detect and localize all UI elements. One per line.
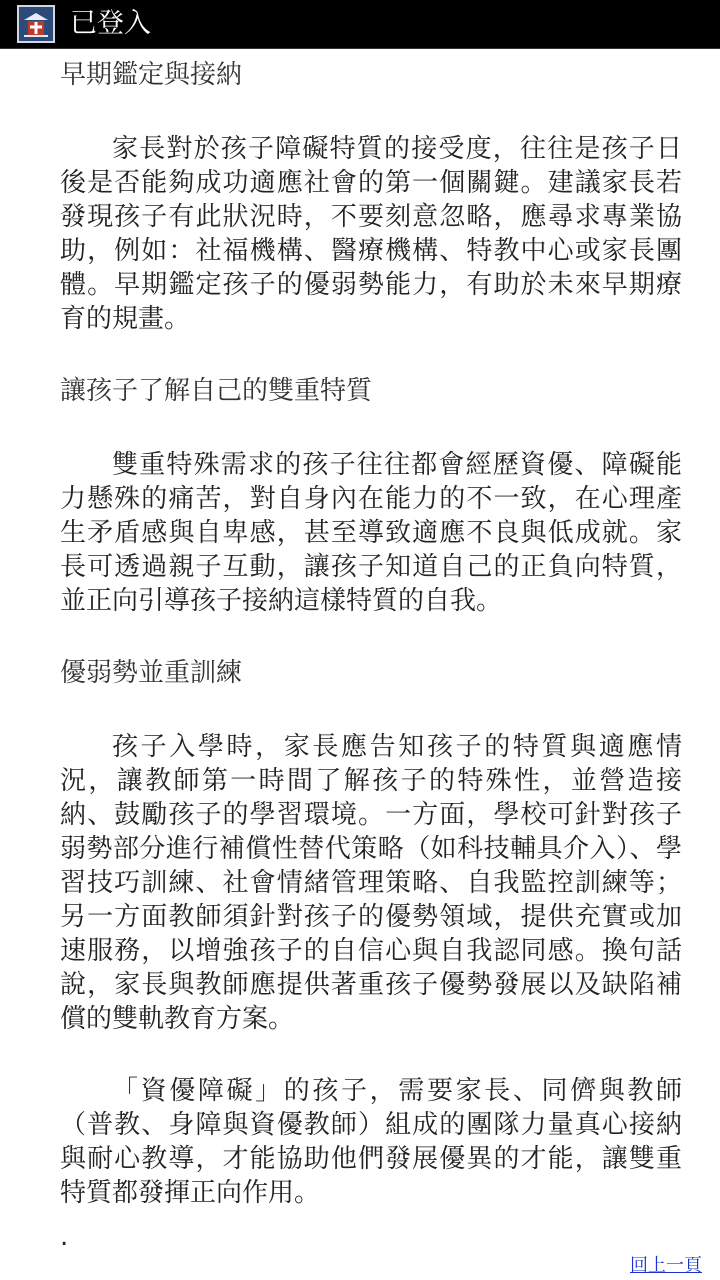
section-heading: 優弱勢並重訓練 <box>60 658 243 688</box>
section-heading: 讓孩子了解自己的雙重特質 <box>60 376 373 406</box>
article-content <box>60 58 682 1210</box>
app-bar <box>0 0 720 49</box>
section-paragraph: 「資優障礙」的孩子，需要家長、同儕與教師（普教、身障與資優教師）組成的團隊力量真心接納與耐心教導，才能協助他們發展優異的才能，讓雙重特質都發揮正向作用。 <box>60 1076 682 1208</box>
app-title: 已登入 <box>70 8 151 39</box>
section-heading: 早期鑑定與接納 <box>60 60 243 90</box>
logo-icon[interactable] <box>17 5 55 43</box>
section-paragraph: 雙重特殊需求的孩子往往都會經歷資優、障礙能力懸殊的痛苦，對自身內在能力的不一致，在心理產生矛盾感與自卑感，甚至導致適應不良與低成就。家長可透過親子互動，讓孩子知道自己的正負向特質，並正向引導孩子接納這樣特質的自我。 <box>60 450 682 616</box>
section-paragraph: 家長對於孩子障礙特質的接受度，往往是孩子日後是否能夠成功適應社會的第一個關鍵。建議家長若發現孩子有此狀況時，不要刻意忽略，應尋求專業協助，例如：社福機構、醫療機構、特教中心或家長團體。早期鑑定孩子的優弱勢能力，有助於未來早期療育的規畫。 <box>60 134 682 334</box>
section-paragraph: 孩子入學時，家長應告知孩子的特質與適應情況，讓教師第一時間了解孩子的特殊性，並營造接納、鼓勵孩子的學習環境。一方面，學校可針對孩子弱勢部分進行補償性替代策略（如科技輔具介入）、學習技巧訓練、社會情緒管理策略、自我監控訓練等；另一方面教師須針對孩子的優勢領域，提供充實或加速服務，以增強孩子的自信心與自我認同感。換句話說，家長與教師應提供著重孩子優勢發展以及缺陷補償的雙軌教育方案。 <box>60 732 682 1034</box>
trailing-text: . <box>60 1222 69 1252</box>
back-link[interactable]: 回上一頁 <box>630 1255 702 1276</box>
